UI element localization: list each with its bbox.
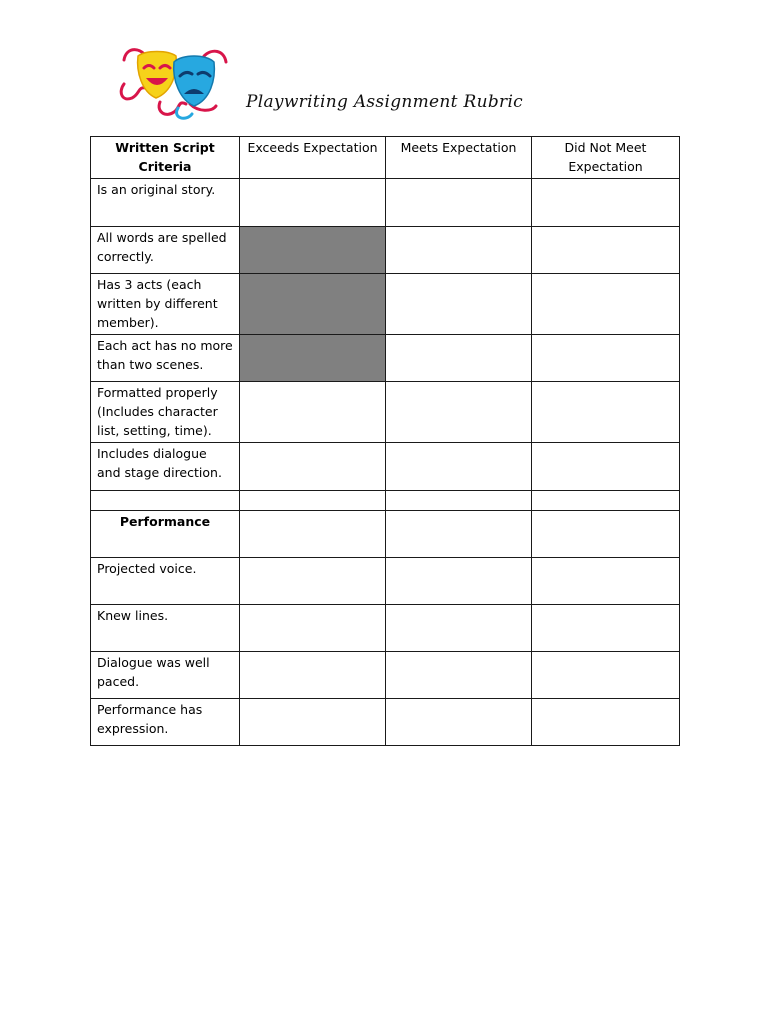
- did-not-meet-cell: [532, 491, 680, 511]
- criteria-cell: Performance has expression.: [91, 699, 240, 746]
- did-not-meet-cell: [532, 605, 680, 652]
- meets-cell: [386, 491, 532, 511]
- table-row: [91, 335, 680, 382]
- exceeds-cell: [240, 699, 386, 746]
- did-not-meet-cell: [532, 335, 680, 382]
- criteria-cell: [91, 491, 240, 511]
- criteria-cell: Is an original story.: [91, 179, 240, 227]
- column-header-criteria: Written Script Criteria: [91, 137, 240, 179]
- criteria-cell: All words are spelled correctly.: [91, 227, 240, 274]
- meets-cell: [386, 179, 532, 227]
- drama-masks-icon: [116, 42, 246, 122]
- meets-cell: [386, 558, 532, 605]
- column-header-exceeds: Exceeds Expectation: [240, 137, 386, 179]
- did-not-meet-cell: [532, 274, 680, 335]
- table-row: [91, 179, 680, 227]
- meets-cell: [386, 335, 532, 382]
- rubric-table: [90, 136, 680, 746]
- did-not-meet-cell: [532, 699, 680, 746]
- meets-cell: [386, 652, 532, 699]
- exceeds-cell: [240, 443, 386, 491]
- criteria-cell: Knew lines.: [91, 605, 240, 652]
- criteria-cell: Has 3 acts (each written by different member).: [91, 274, 240, 335]
- did-not-meet-cell: [532, 227, 680, 274]
- did-not-meet-cell: [532, 511, 680, 558]
- meets-cell: [386, 443, 532, 491]
- table-row: [91, 605, 680, 652]
- did-not-meet-cell: [532, 443, 680, 491]
- meets-cell: [386, 511, 532, 558]
- criteria-cell: Dialogue was well paced.: [91, 652, 240, 699]
- criteria-cell: Formatted properly (Includes character list, setting, time).: [91, 382, 240, 443]
- meets-cell: [386, 699, 532, 746]
- criteria-cell: Each act has no more than two scenes.: [91, 335, 240, 382]
- table-row: [91, 382, 680, 443]
- page-title: Playwriting Assignment Rubric: [246, 92, 524, 112]
- spacer-row: [91, 491, 680, 511]
- exceeds-cell: [240, 491, 386, 511]
- header-row: [91, 137, 680, 179]
- exceeds-cell: [240, 179, 386, 227]
- shaded-cell: [240, 274, 386, 335]
- exceeds-cell: [240, 558, 386, 605]
- meets-cell: [386, 227, 532, 274]
- table-row: [91, 558, 680, 605]
- did-not-meet-cell: [532, 179, 680, 227]
- table-row: [91, 699, 680, 746]
- meets-cell: [386, 274, 532, 335]
- shaded-cell: [240, 335, 386, 382]
- table-row: [91, 652, 680, 699]
- column-header-did-not-meet: Did Not Meet Expectation: [532, 137, 680, 179]
- criteria-cell: Includes dialogue and stage direction.: [91, 443, 240, 491]
- exceeds-cell: [240, 605, 386, 652]
- shaded-cell: [240, 227, 386, 274]
- table-row: [91, 227, 680, 274]
- meets-cell: [386, 382, 532, 443]
- did-not-meet-cell: [532, 382, 680, 443]
- meets-cell: [386, 605, 532, 652]
- criteria-cell: Projected voice.: [91, 558, 240, 605]
- exceeds-cell: [240, 511, 386, 558]
- table-row: [91, 443, 680, 491]
- did-not-meet-cell: [532, 652, 680, 699]
- exceeds-cell: [240, 652, 386, 699]
- did-not-meet-cell: [532, 558, 680, 605]
- table-row: [91, 274, 680, 335]
- section-header: Performance: [91, 511, 240, 558]
- exceeds-cell: [240, 382, 386, 443]
- section-row-performance: [91, 511, 680, 558]
- column-header-meets: Meets Expectation: [386, 137, 532, 179]
